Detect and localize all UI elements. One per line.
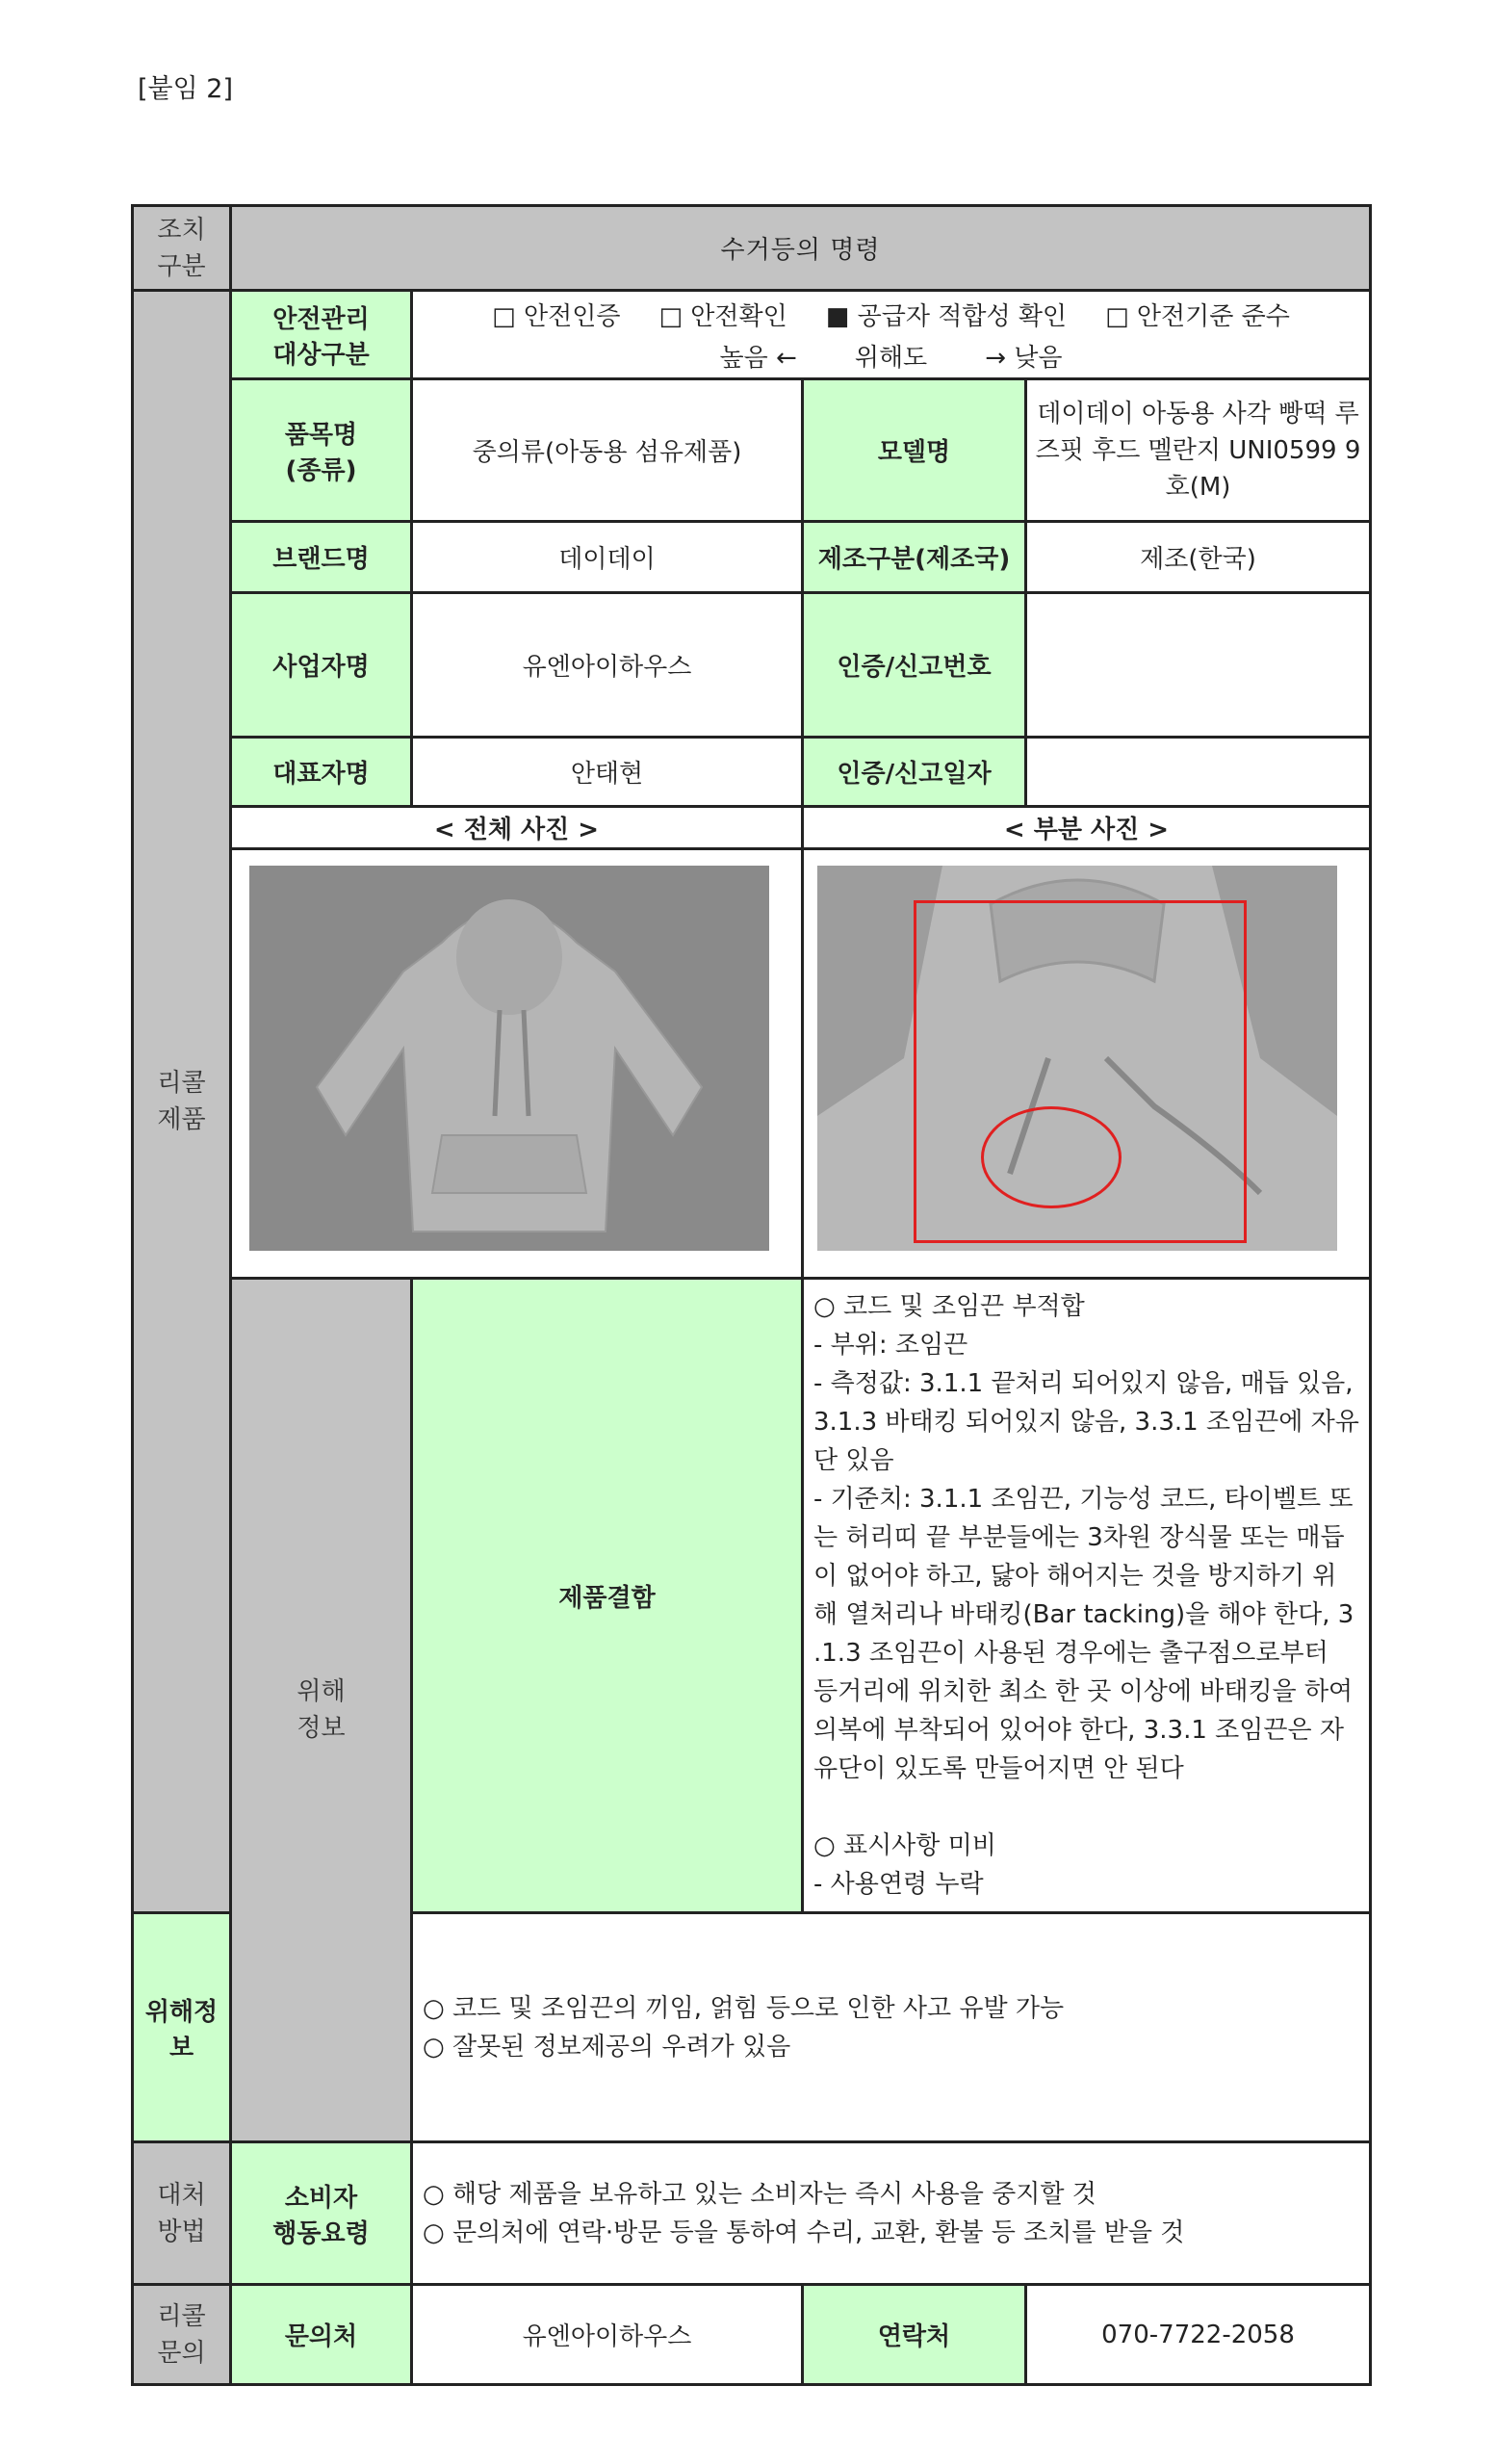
consumer-line: ○ 문의처에 연락·방문 등을 통하여 수리, 교환, 환불 등 조치를 받을 것 — [423, 2218, 1185, 2247]
contact-label: 문의처 — [231, 2285, 412, 2385]
scale-high: 높음 ← — [719, 343, 797, 373]
recall-section-label: 리콜 제품 — [133, 291, 231, 1913]
manufacture-label: 제조구분(제조국) — [803, 522, 1026, 593]
hazard-info-details — [412, 1913, 1371, 2142]
defect-line: - 사용연령 누락 — [813, 1870, 984, 1899]
hazard-line: ○ 코드 및 조임끈의 끼임, 얽힘 등으로 인한 사고 유발 가능 — [423, 1993, 1065, 2023]
manufacture-value: 제조(한국) — [1026, 522, 1371, 593]
photo-full-label: < 전체 사진 > — [231, 807, 803, 849]
defect-line: ○ 코드 및 조임끈 부적합 — [813, 1292, 1085, 1321]
defect-label: 제품결함 — [412, 1279, 803, 1913]
consumer-action-label: 소비자 행동요령 — [231, 2142, 412, 2285]
part-photo-cell — [803, 849, 1371, 1279]
model-value: 데이데이 아동용 사각 빵떡 루즈핏 후드 멜란지 UNI0599 9호(M) — [1026, 379, 1371, 522]
business-label: 사업자명 — [231, 593, 412, 738]
scale-mid: 위해도 — [854, 343, 928, 373]
item-label: 품목명 (종류) — [231, 379, 412, 522]
defect-line: ○ 표시사항 미비 — [813, 1831, 996, 1860]
full-product-photo — [249, 866, 769, 1251]
business-value: 유엔아이하우스 — [412, 593, 803, 738]
consumer-action-details — [412, 2142, 1371, 2285]
hazard-info-label: 위해정보 — [133, 1913, 231, 2142]
option-supplier-conformity: ■ 공급자 적합성 확인 — [825, 301, 1068, 331]
defect-highlight-circle — [981, 1106, 1122, 1208]
safety-target-options — [412, 291, 1371, 379]
ceo-label: 대표자명 — [231, 738, 412, 807]
safety-target-label: 안전관리 대상구분 — [231, 291, 412, 379]
cert-date-label: 인증/신고일자 — [803, 738, 1026, 807]
model-label: 모델명 — [803, 379, 1026, 522]
ceo-value: 안태현 — [412, 738, 803, 807]
hoodie-illustration — [249, 866, 769, 1251]
page-title: 수거등의 명령 — [231, 206, 1371, 291]
cert-date-value — [1026, 738, 1371, 807]
option-safety-cert: □ 안전인증 — [492, 301, 621, 331]
recall-order-table — [131, 204, 1372, 2386]
item-value: 중의류(아동용 섬유제품) — [412, 379, 803, 522]
hazard-section-label: 위해 정보 — [231, 1279, 412, 2142]
consumer-line: ○ 해당 제품을 보유하고 있는 소비자는 즉시 사용을 중지할 것 — [423, 2179, 1096, 2209]
full-photo-cell — [231, 849, 803, 1279]
cert-no-label: 인증/신고번호 — [803, 593, 1026, 738]
attachment-label: [붙임 2] — [138, 74, 233, 104]
defect-details — [803, 1279, 1371, 1913]
defect-line: - 부위: 조임끈 — [813, 1331, 968, 1360]
photo-part-label: < 부분 사진 > — [803, 807, 1371, 849]
option-safety-standard: □ 안전기준 준수 — [1105, 301, 1290, 331]
inquiry-section-label: 리콜 문의 — [133, 2285, 231, 2385]
phone-value: 070-7722-2058 — [1026, 2285, 1371, 2385]
cert-no-value — [1026, 593, 1371, 738]
action-type-label: 조치 구분 — [133, 206, 231, 291]
brand-label: 브랜드명 — [231, 522, 412, 593]
brand-value: 데이데이 — [412, 522, 803, 593]
action-section-label: 대처 방법 — [133, 2142, 231, 2285]
option-safety-confirm: □ 안전확인 — [658, 301, 787, 331]
part-product-photo — [817, 866, 1337, 1251]
hazard-line: ○ 잘못된 정보제공의 우려가 있음 — [423, 2032, 791, 2062]
scale-low: → 낮음 — [985, 343, 1063, 373]
phone-label: 연락처 — [803, 2285, 1026, 2385]
contact-value: 유엔아이하우스 — [412, 2285, 803, 2385]
defect-line — [813, 1788, 1359, 1827]
defect-line: - 기준치: 3.1.1 조임끈, 기능성 코드, 타이벨트 또는 허리띠 끝 부분들에는 3차원 장식물 또는 매듭이 없어야 하고, 닳아 해어지는 것을 방지하기 위해 열처리나 바태킹(Bar tacking)을 해야 한다, 3 .1.3 조임끈이 사용된 경우에는 출구점으로부터 등거리에 위치한 최소 한 곳 이상에 바태킹을 하여 의복에 부착되어 있어야 한다, 3.3.1 조임끈은 자유단이 있도록 만들어지면 안 된다 — [813, 1485, 1354, 1783]
defect-line: - 측정값: 3.1.1 끝처리 되어있지 않음, 매듭 있음, 3.1.3 바태킹 되어있지 않음, 3.3.1 조임끈에 자유단 있음 — [813, 1369, 1359, 1475]
